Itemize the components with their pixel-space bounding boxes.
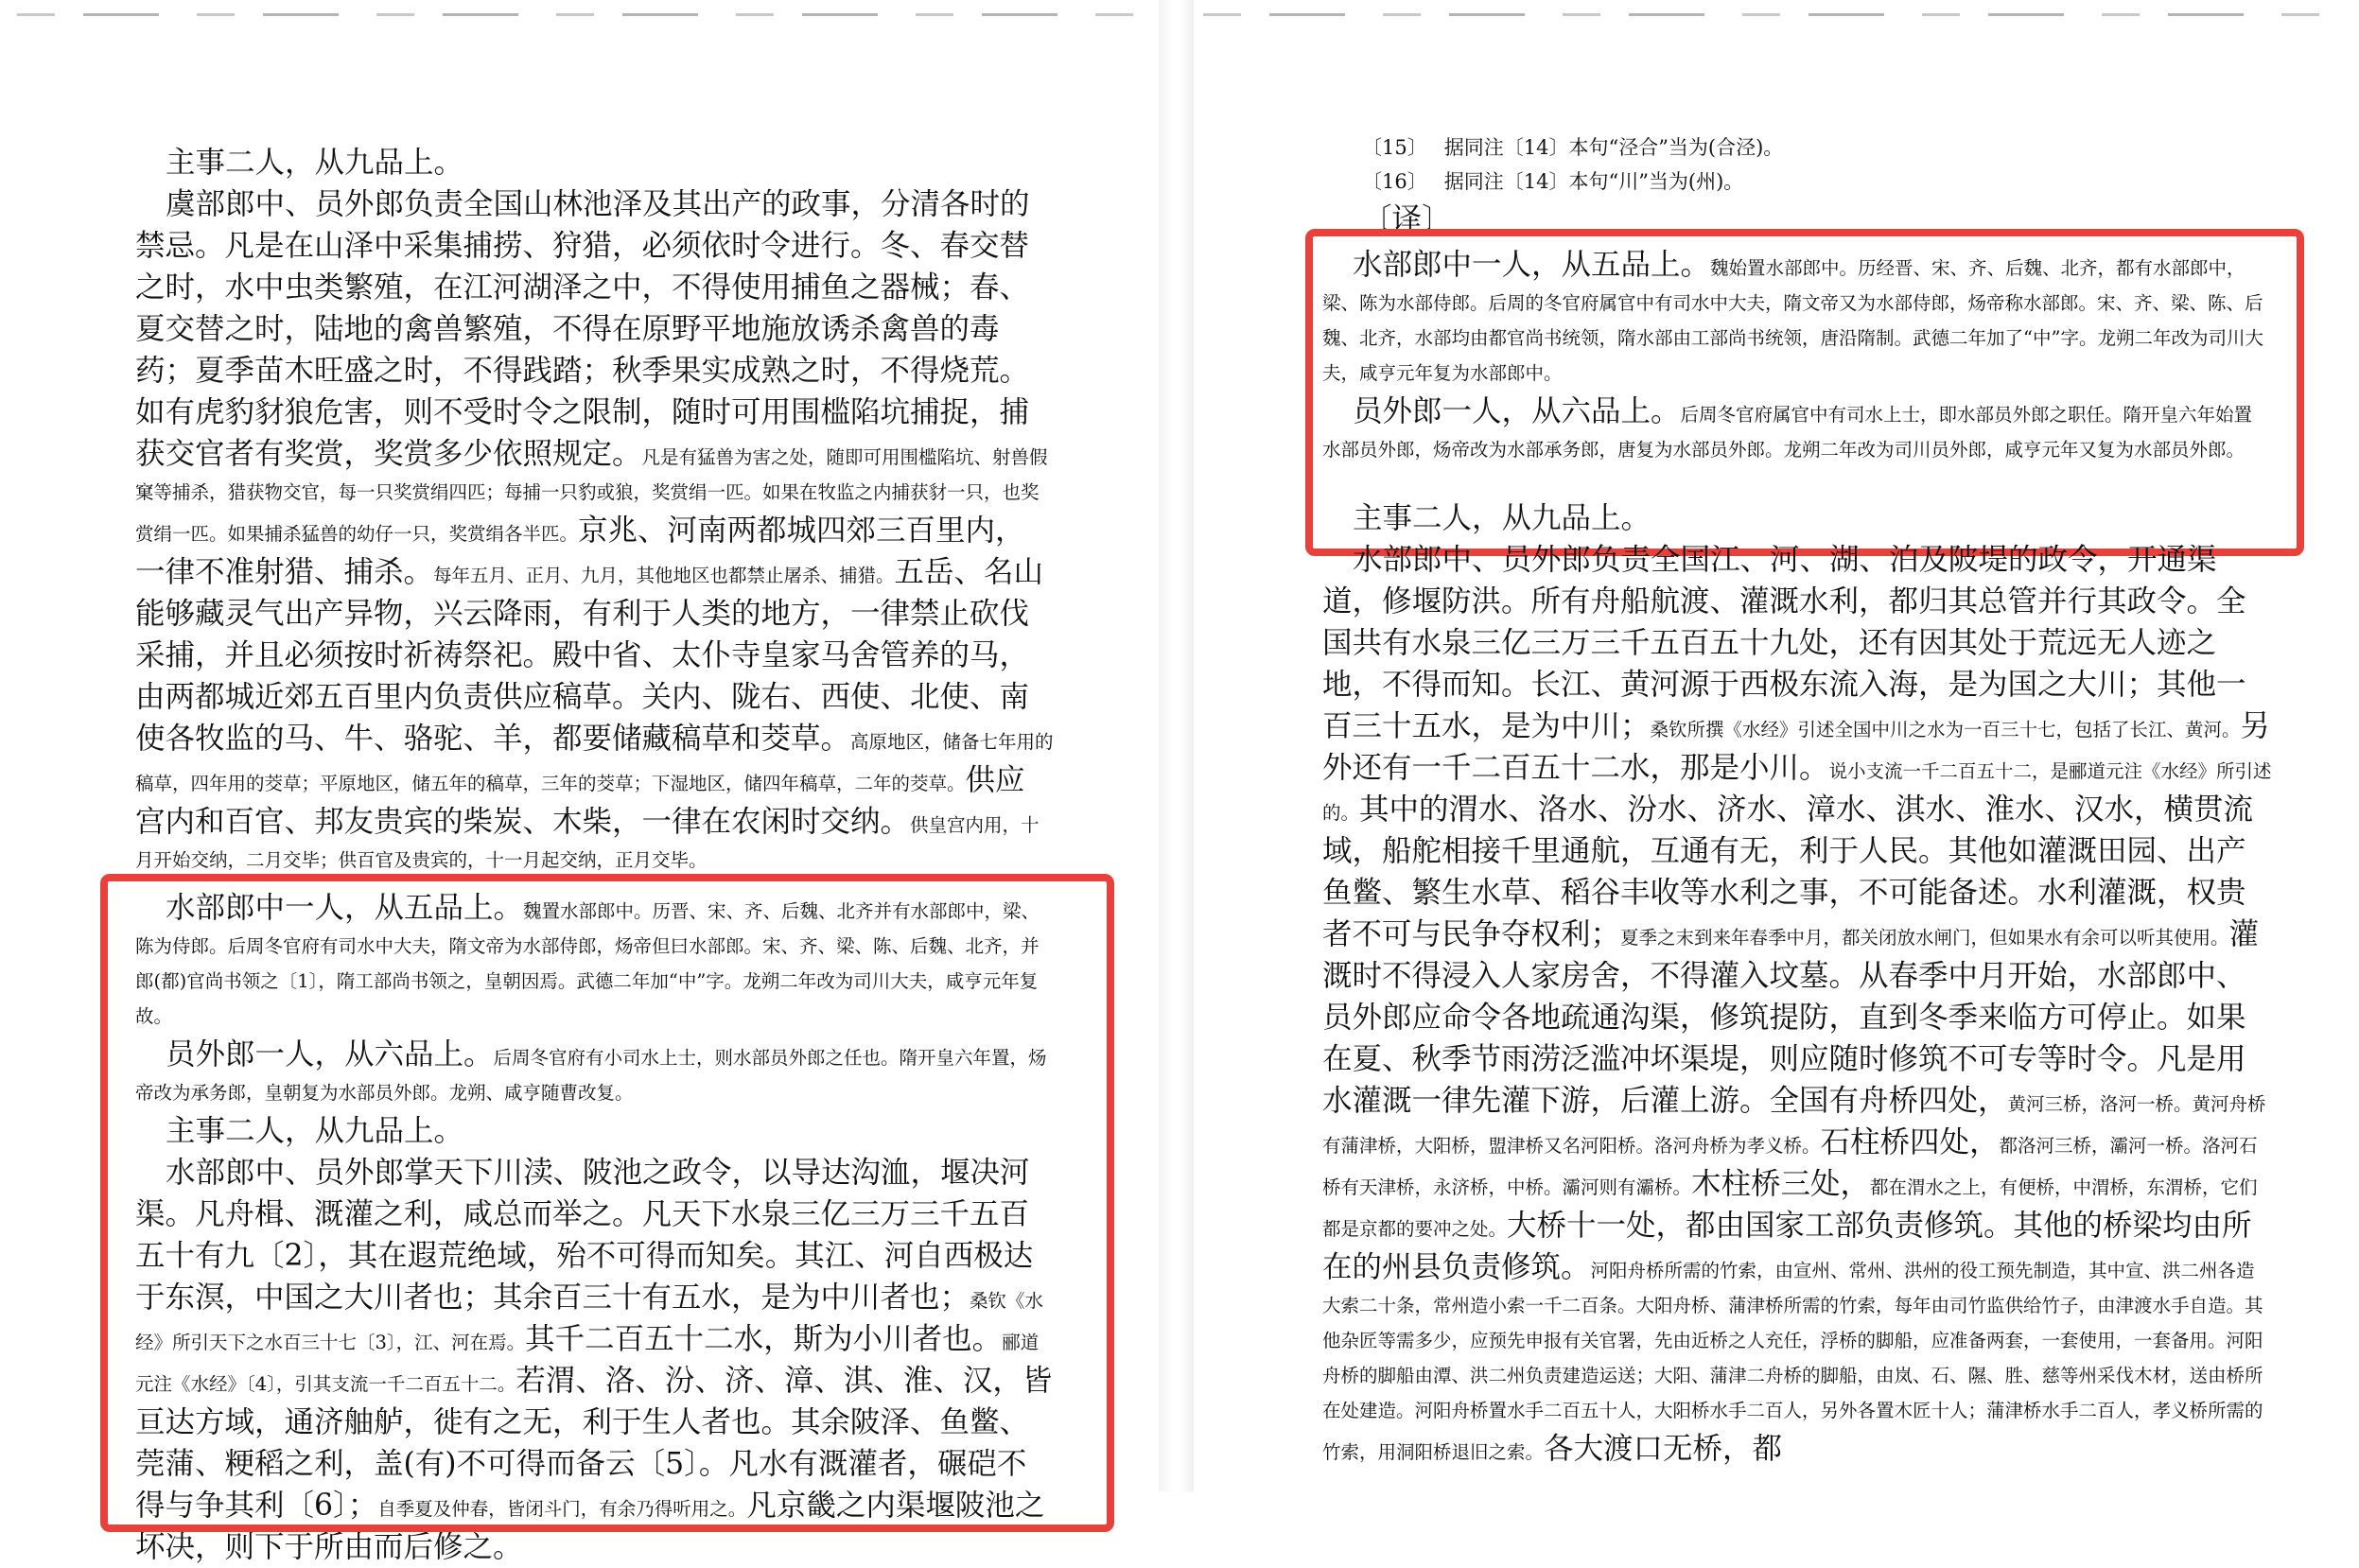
body-text: 员外郎一人，从六品上。 xyxy=(166,1037,494,1071)
body-text: 灌溉时不得浸入人家房舍，不得灌入坟墓。从春季中月开始，水部郎中、员外郎应命令各地疏通沟渠，修筑提防，直到冬季来临方可停止。如果在夏、秋季节雨涝泛滥冲坏渠堤，则应随时修筑不可专等时令。凡是用水灌溉一律先灌下游，后灌上游。全国有舟桥四处， xyxy=(1322,917,2260,1118)
body-text: 若渭、洛、汾、济、漳、淇、淮、汉，皆亘达方域，通济舳舻，徙有之无，利于生人者也。其余陂泽、鱼鳖、莞蒲、粳稻之利，盖(有)不可得而备云〔5〕。凡水有溉灌者，碾硙不得与争其利〔6〕； xyxy=(135,1364,1053,1523)
body-text: 员外郎一人，从六品上。 xyxy=(1353,394,1681,428)
annotation-text: 都在渭水之上，有便桥，中渭桥，东渭桥，它们都是京都的要冲之处。 xyxy=(1322,1176,2258,1240)
body-text: 木柱桥三处， xyxy=(1691,1167,1871,1201)
body-text: 虞部郎中、员外郎负责全国山林池泽及其出产的政事，分清各时的禁忌。凡是在山泽中采集捕捞、狩猎，必须依时令进行。冬、春交替之时，水中虫类繁殖，在江河湖泽之中，不得使用捕鱼之器械；春、夏交替之时，陆地的禽兽繁殖，不得在原野平地施放诱杀禽兽的毒药；夏季苗木旺盛之时，不得践踏；秋季果实成熟之时，不得烧荒。如有虎豹豺狼危害，则不受时令之限制，随时可用围槛陷坑捕捉，捕获交官者有奖赏，奖赏多少依照规定。 xyxy=(135,187,1030,471)
body-text: 石柱桥四处， xyxy=(1820,1125,2000,1159)
annotation-text: 桑钦所撰《水经》引述全国中川之水为一百三十七，包括了长江、黄河。 xyxy=(1650,719,2241,740)
annotation-text: 凡是有猛兽为害之处，随即可用围槛陷坑、射兽假窠等捕杀，猎获物交官，每一只奖赏绢四匹；每捕一只豹或狼，奖赏绢一匹。如果在牧监之内捕获豺一只，也奖赏绢一匹。如果捕杀猛兽的幼仔一只，奖赏绢各半匹。 xyxy=(135,446,1048,545)
annotation-text: 桑钦《水经》所引天下之水百三十七〔3〕，江、河在焉。 xyxy=(135,1290,1044,1353)
annotation-text: 后周冬官府属官中有司水上士，即水部员外郎之职任。隋开皇六年始置水部员外郎，炀帝改为水部承务郎，唐复为水部员外郎。龙朔二年改为司川员外郎，咸亨元年又复为水部员外郎。 xyxy=(1322,404,2253,461)
body-text: 五岳、名山能够藏灵气出产异物，兴云降雨，有利于人类的地方，一律禁止砍伐采捕，并且必须按时祈祷祭祀。殿中省、太仆寺皇家马舍管养的马，由两都城近郊五百里内负责供应稿草。关内、陇右、西使、北使、南使各牧监的马、牛、骆驼、羊，都要储藏稿草和茭草。 xyxy=(135,555,1044,756)
page-gutter xyxy=(1159,0,1194,1491)
body-text: 主事二人，从九品上。 xyxy=(166,146,464,180)
paragraph xyxy=(135,142,1055,183)
body-text: 京兆、河南两都城四郊三百里内，一律不准射猎、捕杀。 xyxy=(135,514,1025,589)
annotation-text: 魏置水部郎中。历晋、宋、齐、后魏、北齐并有水部郎中，梁、陈为侍郎。后周冬官府有司水中大夫，隋文帝为水部侍郎，炀帝但曰水部郎。宋、齐、梁、陈、后魏、北齐，并郎(都)官尚书领之〔1〕，隋工部尚书领之，皇朝因焉。武德二年加“中”字。龙朔二年改为司川大夫，咸亨元年复故。 xyxy=(135,900,1040,1027)
paragraph xyxy=(1322,539,2272,1470)
annotation-text: 自季夏及仲春，皆闭斗门，有余乃得听用之。 xyxy=(377,1498,747,1520)
annotation-text: 后周冬官府有小司水上士，则水部员外郎之任也。隋开皇六年置，炀帝改为承务郎，皇朝复为水部员外郎。龙朔、咸亨随曹改复。 xyxy=(135,1047,1047,1104)
body-text: 水部郎中、员外郎掌天下川渎、陂池之政令，以导达沟洫，堰决河渠。凡舟楫、溉灌之利，咸总而举之。凡天下水泉三亿三万三千五百五十有九〔2〕，其在遐荒绝域，殆不可得而知矣。其江、河自西极达于东溟，中国之大川者也；其余百三十有五水，是为中川者也； xyxy=(135,1156,1034,1315)
annotation-text: 每年五月、正月、九月，其他地区也都禁止屠杀、捕猎。 xyxy=(433,565,895,586)
annotation-text: 说小支流一千二百五十二，是郦道元注《水经》所引述的。 xyxy=(1322,760,2272,824)
body-text: 其中的渭水、洛水、汾水、济水、漳水、淇水、淮水、汉水，横贯流域，船舵相接千里通航，互通有无，利于人民。其他如灌溉田园、出产鱼鳖、繁生水草、稻谷丰收等水利之事，不可能备述。水利灌溉，权贵者不可与民争夺权利； xyxy=(1322,793,2254,951)
right-body-text xyxy=(1322,497,2272,1500)
annotation-text: 郦道元注《水经》〔4〕，引其支流一千二百五十二。 xyxy=(135,1332,1040,1395)
annotation-text: 魏始置水部郎中。历经晋、宋、齐、后魏、北齐，都有水部郎中，梁、陈为水部侍郎。后周的冬官府属官中有司水中大夫，隋文帝又为水部侍郎，炀帝称水部郎。宋、齐、梁、陈、后魏、北齐，水部均由都官尚书统领，隋水部由工部尚书统领，唐沿隋制。武德二年加了“中”字。龙朔二年改为司川大夫，咸亨元年复为水部郎中。 xyxy=(1322,257,2263,384)
annotation-text: 供皇宫内用，十月开始交纳，二月交毕；供百官及贵宾的，十一月起交纳，正月交毕。 xyxy=(135,814,1040,871)
annotation-text: 高原地区，储备七年用的稿草，四年用的茭草；平原地区，储五年的稿草，三年的茭草；下湿地区，储四年稿草，二年的茭草。 xyxy=(135,731,1054,794)
left-page xyxy=(0,0,1159,1564)
footnote xyxy=(1362,131,2270,165)
left-highlight-box xyxy=(100,874,1114,1532)
body-text: 主事二人，从九品上。 xyxy=(1353,501,1651,535)
body-text: 水部郎中一人，从五品上。 xyxy=(1353,248,1711,282)
body-text: 各大渡口无桥，都 xyxy=(1544,1432,1783,1466)
left-top-text xyxy=(135,142,1055,870)
body-text: 水部郎中、员外郎负责全国江、河、湖、泊及陂堤的政令，开通渠道，修堰防洪。所有舟船航渡、灌溉水利，都归其总管并行其政令。全国共有水泉三亿三万三千五百五十九处，还有因其处于荒远无人迹之地，不得而知。长江、黄河源于西极东流入海，是为国之大川；其他一百三十五水，是为中川； xyxy=(1322,543,2246,743)
annotation-text: 都洛河三桥，灞河一桥。洛河石桥有天津桥，永济桥，中桥。灞河则有灞桥。 xyxy=(1322,1135,2258,1198)
footnote-number: 〔15〕 xyxy=(1362,136,1427,159)
footnote-text: 据同注〔14〕本句“泾合”当为(合泾)。 xyxy=(1443,136,1784,159)
right-footnotes xyxy=(1362,131,2270,244)
body-text: 水部郎中一人，从五品上。 xyxy=(166,891,524,925)
right-page xyxy=(1194,0,2359,1491)
body-text: 主事二人，从九品上。 xyxy=(166,1114,464,1148)
paragraph xyxy=(135,183,1055,878)
paragraph xyxy=(1322,497,2272,539)
body-text: 供应宫内和百官、邦友贵宾的柴炭、木柴，一律在农闲时交纳。 xyxy=(135,763,1025,839)
footnote xyxy=(1362,165,2270,199)
body-text: 另外还有一千二百五十二水，那是小川。 xyxy=(1322,709,2271,785)
scan-edge-line xyxy=(1203,13,2338,16)
annotation-text: 河阳舟桥所需的竹索，由宣州、常州、洪州的役工预先制造，其中宣、洪二州各造大索二十条，常州造小索一千二百条。大阳舟桥、蒲津桥所需的竹索，每年由司竹监供给竹子，由津渡水手自造。其他杂匠等需多少，应预先申报有关官署，先由近桥之人充任，浮桥的脚船，应准备两套，一套使用，一套备用。河阳舟桥的脚船由潭、洪二州负责建造运送；大阳、蒲津二舟桥的脚船，由岚、石、隰、胜、慈等州采伐木材，送由桥所在处建造。河阳舟桥置水手二百五十人，大阳桥水手二百人，另外各置木匠十人；蒲津桥水手二百人，孝义桥所需的竹索，用洞阳桥退旧之索。 xyxy=(1322,1260,2263,1463)
body-text: 大桥十一处，都由国家工部负责修筑。其他的桥梁均由所在的州县负责修筑。 xyxy=(1322,1209,2252,1284)
footnote-number: 〔16〕 xyxy=(1362,170,1427,193)
body-text: 凡京畿之内渠堰陂池之坏决，则下于所由而后修之。 xyxy=(135,1489,1045,1564)
footnote-text: 据同注〔14〕本句“川”当为(州)。 xyxy=(1443,170,1744,193)
annotation-text: 黄河三桥，洛河一桥。黄河舟桥有蒲津桥，大阳桥，盟津桥又名河阳桥。洛河舟桥为孝义桥。 xyxy=(1322,1093,2266,1157)
scan-edge-line xyxy=(17,13,1133,16)
section-label: 〔译〕 xyxy=(1362,202,1452,236)
body-text: 其千二百五十二水，斯为小川者也。 xyxy=(525,1322,1003,1356)
annotation-text: 夏季之末到来年春季中月，都关闭放水闸门，但如果水有余可以听其使用。 xyxy=(1620,927,2229,949)
